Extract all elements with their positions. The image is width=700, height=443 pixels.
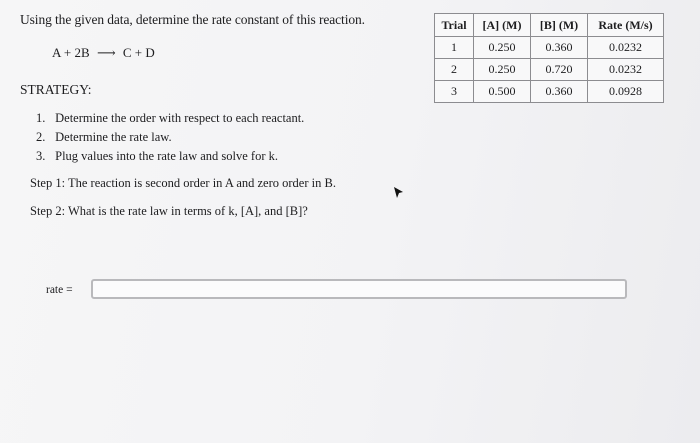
cell-b: 0.720 xyxy=(531,59,588,81)
table-row xyxy=(435,37,664,59)
header-b-conc: [B] (M) xyxy=(531,14,588,37)
strategy-heading: STRATEGY: xyxy=(20,82,92,97)
rate-input[interactable] xyxy=(91,279,627,299)
products: C + D xyxy=(122,45,155,60)
reaction-equation xyxy=(52,45,155,61)
rate-label: rate = xyxy=(46,284,73,296)
step2-text: Step 2: What is the rate law in terms of k, [A], and [B]? xyxy=(30,204,308,218)
cell-a: 0.500 xyxy=(474,81,531,103)
cell-b: 0.360 xyxy=(531,81,588,103)
cell-a: 0.250 xyxy=(474,37,531,59)
strategy-steps xyxy=(36,109,304,166)
cell-trial: 3 xyxy=(435,81,474,103)
reactants: A + 2B xyxy=(52,45,90,60)
cell-rate: 0.0232 xyxy=(588,37,664,59)
cell-trial: 2 xyxy=(435,59,474,81)
table-row xyxy=(435,59,664,81)
cell-b: 0.360 xyxy=(531,37,588,59)
header-a-conc: [A] (M) xyxy=(474,14,531,37)
data-table xyxy=(434,13,664,103)
table-row xyxy=(435,81,664,103)
cell-rate: 0.0928 xyxy=(588,81,664,103)
strategy-step: 2. Determine the rate law. xyxy=(36,130,172,144)
header-trial: Trial xyxy=(435,14,474,37)
reaction-arrow-icon: ⟶ xyxy=(96,45,116,60)
cell-a: 0.250 xyxy=(474,59,531,81)
mouse-pointer-icon xyxy=(393,186,405,200)
cell-trial: 1 xyxy=(435,37,474,59)
question-text: Using the given data, determine the rate constant of this reaction. xyxy=(20,12,365,27)
header-rate: Rate (M/s) xyxy=(588,14,664,37)
cell-rate: 0.0232 xyxy=(588,59,664,81)
strategy-step: 1. Determine the order with respect to each reactant. xyxy=(36,111,305,125)
table-header-row xyxy=(435,14,664,37)
strategy-step: 3. Plug values into the rate law and solve for k. xyxy=(36,149,278,163)
step1-text: Step 1: The reaction is second order in A and zero order in B. xyxy=(30,176,336,190)
